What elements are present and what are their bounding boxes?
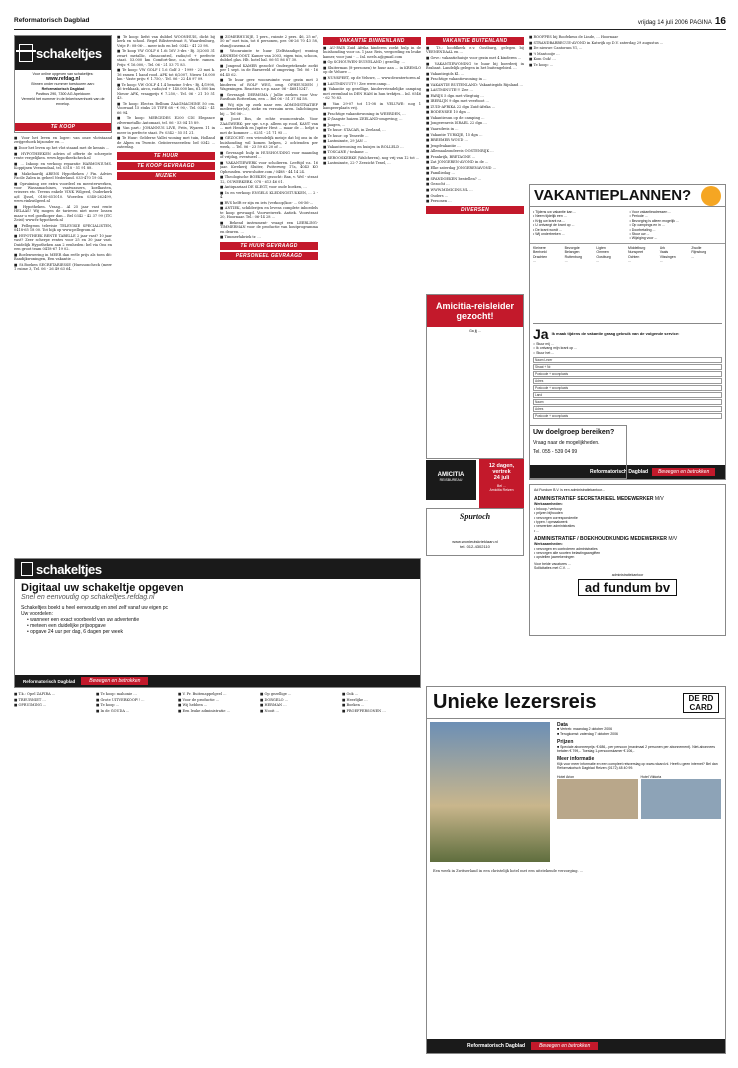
- bottom-col-3: [178, 692, 256, 1054]
- classified-ad: ■ WWW.MIMICINS.NL ...: [426, 188, 473, 193]
- vakantie-option: ○ Stuur mij ...: [533, 342, 554, 346]
- classified-ad: ■ Lastminute, 29 JAN ...: [323, 139, 368, 144]
- schakeltjes-icon: [19, 44, 33, 62]
- section-muziek: MUZIEK: [117, 172, 215, 180]
- town: ...: [691, 254, 695, 259]
- column-4: [323, 35, 421, 557]
- hotel-arion-photo: [557, 779, 638, 819]
- train-photo: [430, 722, 550, 862]
- classified-ad: ■ Voor het leven en logee: van onze vlotstaand zwijgerhoek bijzonder en ...: [14, 136, 112, 145]
- classified-ad: ■ HYPOTHEEKEN advies of offerte de scherpste rente vergelijken. www.hypotheekcheck.nl: [14, 151, 112, 160]
- send-addr1: Reformatorisch Dagblad: [41, 87, 85, 91]
- town: ...: [659, 259, 663, 264]
- town: Vaals: [659, 250, 669, 255]
- classified-ad: ■ Elke zaterdag JONGERENAVOND ...: [426, 165, 497, 170]
- town: Urk: [659, 245, 666, 250]
- classified-ad: ■ OPRUIMING ...: [14, 703, 47, 708]
- section-te-koop-gevraagd: TE KOOP GEVRAAGD: [117, 162, 215, 170]
- vacature-task: • verzorgen alle soorten belastingaangiften: [534, 551, 601, 556]
- bewegen-bar-3: Reformatorisch Dagblad Bewegen en betrokken: [427, 1039, 725, 1053]
- form-field[interactable]: Postcode + woonplaats: [533, 385, 722, 391]
- column-3: [220, 35, 318, 557]
- classified-ad: ■ Te koop: liefst van dubbel WOONHUIS, dicht bij kerk en school. Regel Bilisterstraat 8, Waardenburg, Vrije P.: 08-06-... meer info en bel: 0342 - 41 23 98.: [117, 35, 215, 48]
- classified-ad: ■ Te koop: Electra Bellium ZAAGMACHINE 50 cm. Voorraad 15 stuks 25 TYPE 68 - € 90,-. Tel. 0342 - 41 66 94.: [117, 101, 215, 115]
- dagen-ad: 12 dagen, vertrek 24 juli Bel ... Amicitia Reizen: [479, 459, 524, 509]
- classified-ad: ■ 't Mantooije ...: [529, 51, 560, 56]
- town-column: [596, 246, 627, 264]
- vakantie-info-item: • Doorbetaling ...: [629, 227, 656, 232]
- classified-ad: ■ Sluiterman (8-personen) te huur aan ... in KREMLO op de Veluwe ...: [323, 66, 421, 75]
- classified-ad: ■ T.k.: Opel ZAFIRA ...: [14, 692, 56, 696]
- classified-ad: ■ Te koop: VW GOLF I 1.6 Golf 3 - 1999 - 23 mei k. 16 ramen 1 hand rood. APK tot 6/2007, Nieuw 16.000 km - Vaste prijs: € 1.750,-. Tel. 06 - 22 48 97 09.: [117, 68, 215, 82]
- town: ...: [564, 259, 568, 264]
- classified-ad: ■ In en verkoop ENGELS KLEDINGSTUKKEN, ... 2 - 4.: [220, 190, 318, 200]
- classified-ad: ■ PARIJS 5 dgn met vliegtuig ...: [426, 93, 484, 98]
- reis-data-line: ■ Vertrek: maandag 2 oktober 2006: [557, 727, 613, 732]
- classified-ad: ■ Te huur gevr. woonruimte voor gezin met 3 kinderen of ROLF WEG, omg. OPHEUSDEN / Wageningen. Reacties s.v.p. naar: 06 - 46815247.: [220, 78, 318, 92]
- schakeltjes-digital-ad: schakeltjes Digitaal uw schakeltje opgeven Snel en eenvoudig op schakeltjes.refdag.nl Schakeltjes boekt u heel eenvoudig en snel zelf vanaf uw eigen pc Uw voordelen: • wanneer een exact voorbeeld van uw advertentie • meteen een duidelijke prijsopgave • opgave 24 uur per dag, 6 dagen per week Reformatorisch Dagblad Bewegen en betrokken: [14, 558, 421, 688]
- section-te-huur: TE HUUR: [117, 152, 215, 160]
- classified-ad: ■ De nieuwe Cantorum VI, ...: [529, 46, 583, 51]
- reis-data-line: ■ Terugkomst: zaterdag 7 oktober 2006: [557, 731, 619, 736]
- classified-ad: ■ Woonruimte te huur (Zelfstandige) woning ARNHEM-OOST. Kamer van 2003, eigen tuin, schoon, dubbel glas. Hlt. hotel bal. 06-51 86 87 30.: [220, 49, 318, 63]
- schakel-ad-title: Digitaal uw schakeltje opgeven: [21, 582, 184, 594]
- schakeltjes-icon-2: [21, 562, 33, 576]
- lezersreis-title: Unieke lezersreis: [433, 691, 597, 713]
- vakantie-info-item: • Bezorging is alleen mogelijk ...: [629, 218, 679, 223]
- vacature-task: • typen / opmaakwerk: [534, 520, 568, 525]
- vacature-task: • verzorgen correspondentie: [534, 515, 578, 520]
- classified-ad: ■ Z-/laagste huizen ZEELAND-omgeving; ...: [323, 117, 403, 122]
- rd-card-logo: DE RD CARD: [683, 693, 719, 713]
- classified-ad: ■ Jeugdvakantie ...: [426, 143, 461, 148]
- doelgroep-tel: Tel. 055 - 539 04 99: [533, 449, 578, 455]
- vacature-title-2: ADMINISTRATIEF / BOEKHOUDKUNDIG MEDEWERKER: [534, 536, 667, 543]
- classified-ad: ■ V. Pr. Buitenappelgeel ...: [178, 692, 227, 696]
- classified-ad: ■ Kom Ook! ...: [529, 57, 556, 62]
- form-field[interactable]: Adres: [533, 406, 722, 412]
- town: Ommen: [596, 250, 609, 255]
- classified-ad: ■ HYPOTHEEK RENTE TABELLE 2 jaar vast? 10 jaar vast? Zeer scherpe rentes voor 25 en 30 jaar vast. Duidelijk Hypotheken aan 2 eenheden: bel via Ons en een groot team 0418-67 19 02.: [14, 233, 112, 252]
- classified-ad: ■ Wij zijn op zoek naar een ADMINISTRATIEF medewerker(st), zieke en verzuim uren. Inlichtingen bij ... Tel 06-...: [220, 102, 318, 116]
- classified-ad: ■ VAKANTIEWERK voor scholieren. Leeftijd v.a. 16 jaar. Kwekerij Sluiter, Putterweg 17a, 4043 KO Opheusden. www.sluiter.com / 0488 - 44 14 24.: [220, 160, 318, 174]
- classified-ad: ■ LASTMINUUT!!! Zee www.camp...: [323, 81, 390, 86]
- classified-ad: ■ ROOFPES bij Roofekeus de Linde, ... Hoornaar: [529, 35, 619, 39]
- schakeltjes-logo: schakeltjes: [36, 45, 102, 61]
- column-2: [117, 35, 215, 557]
- ja-mark: Ja: [533, 326, 549, 342]
- town: ...: [596, 259, 600, 264]
- classified-ad: ■ Personen ...: [426, 199, 452, 204]
- doelgroep-sub: Vraag naar de mogelijkheden.: [533, 440, 600, 446]
- column-1: [14, 136, 112, 556]
- lezersreis-ad: Unieke lezersreis DE RD CARD Data ■ Vertrek: maandag 2 oktober 2006 ■ Terugkomst: zaterdag 7 oktober 2006 Prijzen ■ Speciale abonneeprijs: € 686,- per persoon (maximaal 2 personen per abonnement). Niet-abonnees betalen € 799,-. Toeslag 1-persoonskamer € 106,- Meer informatie Kijk voor meer informatie en een compleet reisverslag op www.rdcard.nl. Heeft u geen internet? Bel dan Reformatorisch Dagblad Reizen (0172) 48 40 99. Hotel Arion Hotel Viktoria Een week in Zwitserland in een christelijk hotel met een uitstekende verzorging. ... Reformatorisch Dagblad Bewegen en betrokken: [426, 686, 726, 1054]
- vacature-task: • opstellen jaarrekeningen: [534, 555, 575, 560]
- town: ...: [628, 259, 631, 264]
- section-personeel-gevraagd: PERSONEEL GEVRAAGD: [220, 252, 318, 260]
- vakantie-info-item: • Tijdens uw vakantie kan ...: [533, 210, 577, 214]
- section-vakantie-binnenland: VAKANTIE BINNENLAND: [323, 37, 421, 45]
- page-date: vrijdag 14 juli 2006 PAGINA 16: [637, 16, 726, 27]
- bottom-col-5: [342, 692, 421, 1054]
- classified-ad: ■ Bekend instrument- vraagt een LEERLING-TIMMERMAN voor de productie van houtprogramma en deuren. ...: [220, 220, 318, 234]
- bottom-col-2: [96, 692, 174, 1054]
- classified-ad: ■ Vaarsdreis in ...: [426, 127, 459, 132]
- send-addr2: Postbus 290, 7300 AG Apeldoorn: [35, 92, 91, 96]
- town: Bezorgde: [564, 245, 580, 250]
- classified-ad: ■ Jongerenreis ISRAEL 22 dgn ...: [426, 121, 487, 126]
- town: Middelburg: [628, 245, 646, 250]
- classified-ad: ■ Te Huur: Gelderse Vallei woning met tuin, Holland de Alpen en Twente. Geïnteresseerden: bel 0342 ... zaterdag.: [117, 136, 215, 150]
- classified-ad: ■ Vakantie op gezellige, kindervriendelijke camping met zwembad in DEN HAM in hun trektjes... Inl. 0546 - 62 70 83.: [323, 87, 421, 100]
- vakantie-info-item: • Wijziging voor ...: [629, 236, 658, 241]
- page-header: [14, 16, 726, 30]
- classified-ad: ■ Zat JONGEREN-AVOND in de ...: [426, 160, 489, 165]
- bottom-col-1: [14, 692, 92, 1054]
- town: Rijnsburg: [691, 250, 707, 255]
- classified-ad: ■ Heerlijke ...: [342, 697, 368, 702]
- classified-ad: ■ Antiquariaat DE SLEGT, voor oude boeken, ...: [220, 185, 307, 190]
- column-6: [529, 35, 726, 185]
- section-vakantie-buitenland: VAKANTIE BUITENLAND: [426, 37, 524, 45]
- vakantie-info-item: • Op campings en in ...: [629, 223, 665, 228]
- classified-ad: ■ T.t.: hoofdkerk e.v. Oostburg, gelegen bij VEENENDAAL en ...: [426, 46, 524, 55]
- classified-ad: ■ Grote UITVERKOOP!! ...: [96, 697, 145, 702]
- form-field[interactable]: Postcode + woonplaats: [533, 413, 722, 419]
- classified-ad: ■ SEROOSKERKE (Walcheren), nog vrij van 12 tot ...: [323, 155, 420, 160]
- classified-ad: ■ Jaagen, ...: [323, 122, 346, 127]
- classified-ad: ■ Lastminute, 22-7 Zeezicht Texel, ...: [323, 161, 391, 166]
- classified-ad: ■ Makelaardij ARENS Hypotheken / Fin. Advies Facile Zalen in geheel Nederland. 033-470 19 04.: [14, 171, 112, 180]
- classified-ad: ■ Voor de productie ...: [178, 697, 220, 702]
- classified-ad: ■ VAKANTIEWONING te huur bij boerderij in Brabant. Landelijk gelegen in het buitengebied. ...: [426, 61, 524, 70]
- classified-ad: ■ STRANDBARBECUE-AVOND in Katwijk op D.V. zaterdag 29 augustus ...: [529, 40, 664, 45]
- classified-ad: ■ Boelenwering in MEER dan reële prijs als toen dit: Bandijkwoningen, Een vakantie ...: [14, 252, 112, 262]
- vakantie-info-item: • U ontvangt de krant op ...: [533, 223, 575, 228]
- classified-ad: ■ Te koop: ...: [529, 62, 554, 67]
- classified-ad: ■ BREEMER WOUD ...: [426, 138, 468, 143]
- section-te-koop: TE KOOP: [15, 123, 111, 131]
- classified-ad: ■ Op SCHOUWEN-DUIVELAND / gezellig: ...: [323, 60, 405, 65]
- form-field[interactable]: Straat + Nr.: [533, 364, 722, 370]
- town: Ligten: [596, 245, 606, 250]
- town: Ochten: [628, 254, 640, 259]
- vakantie-form-title: Ik maak tijdens de vakantie graag gebruik van de volgende service:: [551, 330, 680, 336]
- town-column: [565, 246, 596, 264]
- online-url[interactable]: www.refdag.nl: [46, 76, 80, 82]
- classified-ad: ■ PROEFPERSONEN ...: [342, 708, 386, 713]
- classified-ad: ■ Te koop: MERCEDES E200 CDI Elegance zilvermetallic Automaat, tel. 06 - 53 04 15 89.: [117, 116, 215, 125]
- classified-ad: ■ Gevraagd: hulp in HUISHOUDING voor maandag of vrijdag, eventueel ...: [220, 150, 318, 160]
- classified-ad: ■ NUNSPEET, op de Veluwe, ... www.dewatertoren.nl: [323, 76, 421, 80]
- classified-ad: ■ Pellegrom televisie TELEVISIE SPECIALISTEN, 0418-65 18 00. Tot hijk op www.pellegrom.nl: [14, 223, 112, 233]
- town-column: [628, 246, 659, 264]
- classified-ad: ■ ZUID-AFRIKA 22 dgn Zuid-Afrika ...: [426, 104, 496, 109]
- classified-ad: ■ ... Inkoop en verkoop reparatie HARMONIUMS. Koppijnen Veenendaal, tel. 0318 - 51 91 88.: [14, 161, 112, 170]
- town: Drachten: [533, 254, 548, 259]
- amicitia-ad: [426, 294, 524, 459]
- vacature-task: • prijzen bijhouden: [534, 511, 563, 516]
- form-field[interactable]: Naam Lezer: [533, 357, 722, 363]
- classified-ad: ■ Te koop: VW GOLF 4 1.4 benzine 5-drs - Bj. 4/1998, 46 trekhaak, airco, radio/cd + 140.000 km, 61.000 km Nieuw APK, vraagprijs € 7.250,-. Tel. 06 - 21 10 51 43.: [117, 82, 215, 101]
- classified-ad: ■ Van part.: JOHANNUS LIVE, Frits, Wyaren 11 in meer in perfecte staat. Pr. 0342 - 55 51 21.: [117, 126, 215, 135]
- classified-ad: ■ Jongend KAMER gezocht! Ondergetekende zoekt per 1 sept. in de Barneveld of omgeving. Tel: 06 - 16 64 45 62.: [220, 63, 318, 77]
- town: Ruttenburg: [564, 254, 582, 259]
- classified-ad: ■ GEZOCHT: een vriendelijk meisje dat bij ons in de huishouding wil komen helpen, 2 ochtenden per week, ... Tel. 06 - 23 59 63 20 of ...: [220, 136, 318, 150]
- vacature-task: • ...: [534, 528, 540, 533]
- classified-ad: ■ Theologische BOEKEN gezocht: Bax, v. Wel - straat 12, OUWERKERK. 078 - 613 46 01.: [220, 175, 318, 184]
- town: Kleinere: [533, 245, 546, 250]
- classified-ad: ■ Een leuke administratie ...: [178, 708, 230, 713]
- classified-ad: ■ AU-PAIR Zuid Afrika kinderen zoekt hulp in de huishouding voor ca. 1 jaar. Reis, vergoeding en leuke kamer, voor juni - ... Inl. neels.a@gmail.com: [323, 46, 421, 59]
- classified-ad: ■ Ouders ...: [426, 193, 449, 198]
- classified-ad: ■ Prachtige vakantiewoning in ...: [426, 77, 487, 82]
- town: Nunspeet: [628, 250, 643, 255]
- town-column: [533, 246, 564, 264]
- classified-ad: ■ SPANDOEKEN bestellen? ...: [426, 176, 482, 181]
- classified-ad: ■ Op gezellige ...: [260, 692, 292, 696]
- classified-ad: ■ Door het leven op het vlot staand met de kennis ...: [14, 146, 110, 150]
- town: ...: [533, 259, 536, 264]
- bottom-col-4: [260, 692, 338, 1054]
- vacature-title-1: ADMINISTRATIEF SECRETARIEEL MEDEWERKER: [534, 496, 654, 503]
- adfundum-ad: Ad Fundum B.V. is een administratiekantoor... ADMINISTRATIEF SECRETARIEEL MEDEWERKER M/V Werkzaamheden: • Inkoop / verkoop • prijzen bijhouden • verzorgen correspondentie • typen / opmaakwerk • verwerken administraties • ... ADMINISTRATIEF / BOEKHOUDKUNDIG MEDEWERKER M/V Werkzaamheden: • verzorgen en controleren administraties • verzorgen alle soorten belastingaangiften • opstellen jaarrekeningen Voor beide vacatures ... Sollicitaties met C.V. ... administratiekantoor ad fundum bv: [529, 484, 726, 636]
- classified-ad: ■ Van 29-07 tot 11-08 in VELUWE: nog 1 kampeerplaats vrij.: [323, 101, 421, 110]
- classified-ad: ■ BODENSEE 10 dgn ...: [426, 110, 471, 115]
- send-note: Vermeld het nummer in de linkerbovenhoek van de envelop.: [21, 97, 105, 106]
- classified-ad: ■ Gevr.: vakantiehuisje voor gezin met 4 kinderen ...: [426, 56, 522, 60]
- sun-icon: [701, 186, 721, 206]
- classified-ad: ■ Te koop ...: [96, 703, 119, 708]
- form-field[interactable]: Adres: [533, 378, 722, 384]
- classified-ad: ■ Gevraagd: DERMSMA / Jullie zoeken voor Ven-Rusthuis Rotterdam, een ... Bel 06 - 51 37 84 58.: [220, 92, 318, 102]
- spurtoch-ad: [426, 508, 524, 556]
- vacature-task: • verwerken administraties: [534, 524, 575, 529]
- vakantie-option: ○ Ik ontvang mijn krant op ...: [533, 346, 578, 351]
- town: Zwolle: [691, 245, 702, 250]
- reis-prijs-line: ■ Speciale abonneeprijs: € 686,- per persoon (maximaal 2 personen per abonnement). Niet-abonnees betalen € 799,-. Toeslag 1-persoonskamer € 106,-: [557, 744, 715, 754]
- classified-ad: ■ Frankrijk, BRETAGNE ...: [426, 154, 476, 159]
- bewegen-bar-2: Reformatorisch Dagblad Bewegen en betrokken: [15, 675, 420, 687]
- classified-ad: ■ ZOMERHUISJE, 1 pers., ruimte 2 pers. 46, 25 m², 50 m² met tuin, tot 6 personen, per. 06-26 70 43 58, elsm@casema.nl: [220, 35, 318, 48]
- classified-ad: ■ Joost Bos, de echte wooncentrale. Voor ZAAGWERK: per spr. s.v.p. alleen op rood, KANT van ... met Hendrik en Jupiter Hest ... maar de ... helpt u met de kommer ... 0251 - 21 71 95 ...: [220, 117, 318, 135]
- bewegen-bar-1: Reformatorisch Dagblad Bewegen en betrokken: [530, 465, 725, 479]
- hotel-viktoria-photo: [641, 779, 722, 819]
- classified-ad: ■ TREURNIET ...: [14, 697, 46, 702]
- classified-ad: ■ Te huur: STACAR, in Zeeland, ...: [323, 128, 386, 133]
- amicitia-body: Ga jij ...: [469, 329, 481, 333]
- classified-ad: ■ St.Boeken SECRETARIESSE (Huessoncheck (meer 1 ruime 3, Tel. 06 - 26 49 63 64.: [14, 262, 112, 272]
- town: Belangen: [564, 250, 580, 255]
- vacature-task: • verzorgen en controleren administraties: [534, 546, 598, 551]
- doelgroep-ad: [529, 425, 627, 479]
- amicitia-logo: AMICITIA REISBUREAU: [426, 460, 476, 500]
- paper-name: Reformatorisch Dagblad: [14, 17, 90, 24]
- vakantie-info-item: • Wij onderbreken ...: [533, 232, 565, 237]
- form-field[interactable]: Postcode + woonplaats: [533, 371, 722, 377]
- form-field[interactable]: Land: [533, 392, 722, 398]
- classified-ad: ■ Opruiming zee extra voordeel en meesterwerken, voor Wassamachines, vaatwassers, koelkasten, vriezers etc. Tevens enkele VINK Wilgeed, Ouderkerk a/d IJssel, 0180-651010. Woerden 0348-262499, www.vinkwilgeed.nl: [14, 181, 112, 204]
- classified-ad: ■ Te koop VW GOLF 6 1.6i 16V 3-drs - Bj. 3/2005 31 zwart metallic, climacontrol, radio/cd + perfecte staat. 53.000 km Comfort-line, o.a. electr. ramen. Prijs: € 16.000,-. Tel. 06 - 21 53 71 83.: [117, 49, 215, 67]
- classified-ad: ■ Vakantiesun op de camping ...: [426, 115, 485, 120]
- classified-ad: ■ IBERLIJN 9 dgn met veerboot ...: [426, 99, 489, 104]
- town: Bentveld: [533, 250, 547, 255]
- vakantie-info-item: • Neem tijdelijk een ...: [533, 214, 567, 219]
- classified-ad: ■ In de GOUDA ...: [96, 708, 130, 713]
- classified-ad: ■ Te koop: mahonie ...: [96, 692, 137, 696]
- section-te-huur-gevraagd: TE HUUR GEVRAAGD: [220, 242, 318, 250]
- send-tag: Binnen onder nummer toestuuren aan:: [31, 82, 95, 86]
- classified-ad: ■ DORGELO ...: [260, 697, 289, 702]
- classified-ad: ■ HERMAN ...: [260, 703, 287, 708]
- adfundum-logo: ad fundum bv: [578, 579, 677, 596]
- classified-ad: ■ Nooit ...: [260, 708, 279, 713]
- classified-ad: ■ Prachtige vakantiewoning in WEERDEN, ...: [323, 111, 406, 116]
- classified-ad: ■ Familiedag ...: [426, 171, 455, 176]
- classified-ad: ■ Vakantiewoning en huisjes in BOLLELD ...: [323, 144, 404, 149]
- classified-ad: ■ Vakantiegids Kl. ...: [426, 71, 465, 76]
- schakel-ad-sub: Snel en eenvoudig op schakeltjes.refdag.nl: [21, 594, 155, 601]
- form-field[interactable]: Naam: [533, 399, 722, 405]
- schakeltjes-header-box: [14, 35, 112, 133]
- schakel-benefit: • opgave 24 uur per dag, 6 dagen per week: [27, 629, 123, 635]
- classified-ad: ■ Allemaalzondereis OOSTENRIJK ...: [426, 149, 494, 154]
- vakantie-info-item: • Periode ...: [629, 214, 648, 219]
- classified-ad: ■ Boeken ...: [342, 703, 365, 708]
- town: Vlissingen: [659, 254, 676, 259]
- classified-ad: ■ TOSCANE / toskane ...: [323, 150, 369, 155]
- vacature-task: • Inkoop / verkoop: [534, 506, 563, 511]
- vakantie-title: VAKANTIEPLANNEN?: [534, 187, 692, 204]
- classified-ad: ■ Hypotheken. Vraag... Al 25 jaar vast rente HELAAS! Wij mogen de tarieven niet meer lossen maar u wel goedkoper dan... Bel 0342 - 42 37 99 (ITC Zeist) www.fz-hypotheek.nl: [14, 204, 112, 223]
- amicitia-title: Amicitia-reisleider gezocht!: [435, 301, 515, 321]
- vakantie-option: ○ Stuur het ...: [533, 350, 555, 355]
- schakel-benefit: • meteen een duidelijke prijsopgave: [27, 623, 106, 629]
- vakantie-info-item: • De krant wordt ...: [533, 227, 562, 232]
- spurtoch-name: Spurtoch: [459, 512, 491, 521]
- classified-ad: ■ Te huur: op Tenerife ...: [323, 133, 369, 138]
- town-column: [691, 246, 722, 264]
- classified-ad: ■ ANTIEK, schilderijen en levens complete inboedels te koop gevraagd. Voorweiwerk. Antiek. Voorstraat 20, Hoornaar. Tel.: 06-14 28 ...: [220, 206, 318, 220]
- classified-ad: ■ Vakantie TURKIJE, 15 dgn ...: [426, 132, 483, 137]
- doelgroep-title: Uw doelgroep bereiken?: [533, 429, 615, 436]
- spurtoch-tel: tel. 012-4302110: [460, 544, 490, 549]
- classified-ad: ■ RVS helft er zijn en iets (verkoop)kos- ... 06-56-...: [220, 200, 314, 205]
- schakel-benefit: • wanneer een exact voorbeeld van uw advertentie: [27, 617, 140, 623]
- town: Oostburg: [596, 254, 611, 259]
- vakantie-info-item: • Stuur uw ...: [629, 232, 650, 237]
- online-tag: Voor online opgeven van schakeltjes:: [32, 72, 94, 76]
- town-column: [660, 246, 691, 264]
- spurtoch-url[interactable]: www.wonieutskrieklaan.nl: [452, 539, 498, 544]
- classified-ad: ■ Timmerfabriek tr. ...: [220, 235, 261, 240]
- section-diversen: DIVERSEN: [426, 206, 524, 214]
- classified-ad: ■ Wij hebben ...: [178, 703, 208, 708]
- schakeltjes-logo-bar: [15, 36, 111, 70]
- vakantie-info-item: • Voor vakantieadressen ...: [629, 210, 672, 214]
- classified-ad: ■ VAKANTIE BUITENLAND: Vakantiegids Rijnland ...: [426, 82, 523, 87]
- vakantie-info-item: • Krijg uw krant na ...: [533, 218, 566, 223]
- classified-ad: ■ Gezocht ...: [426, 182, 450, 187]
- classified-ad: ■ Ook ...: [342, 692, 359, 696]
- classified-ad: ■ LASTMINUTE!!! Zee ...: [426, 88, 473, 93]
